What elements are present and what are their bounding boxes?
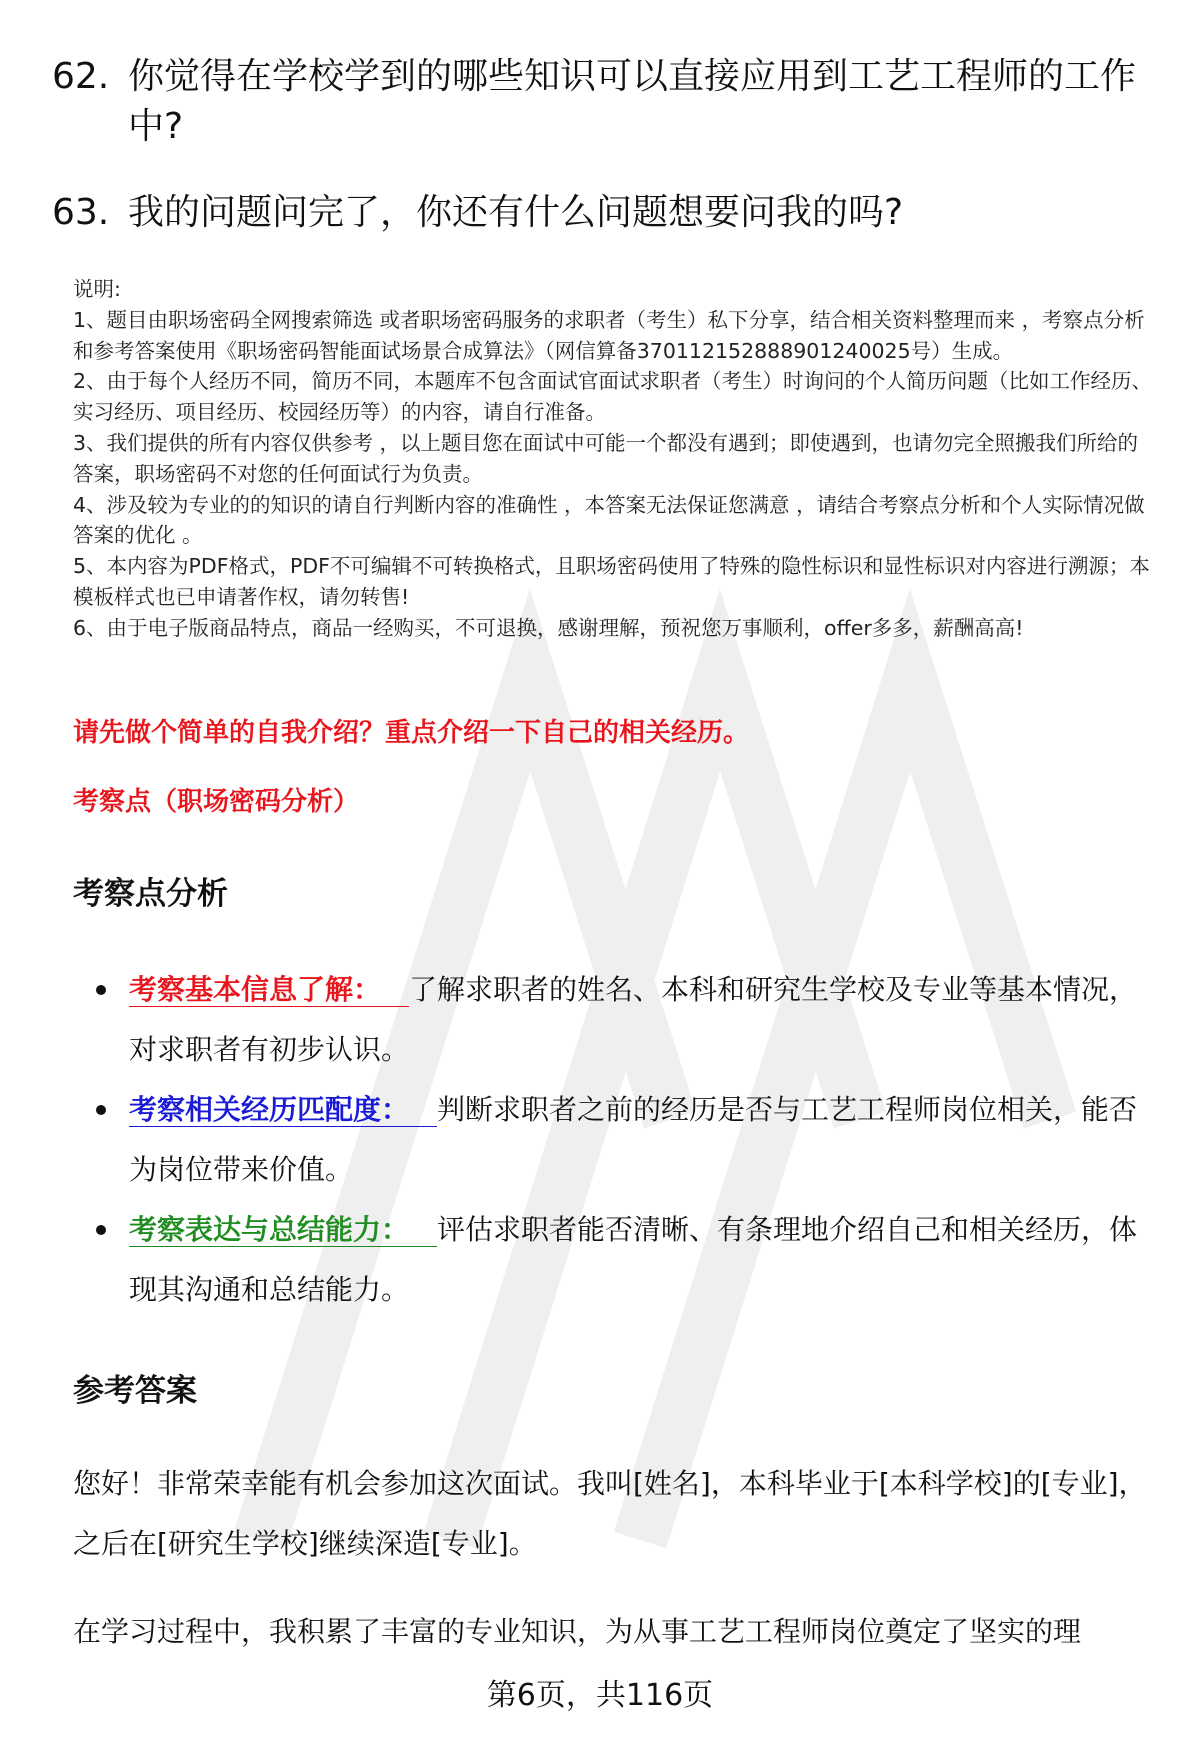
analysis-point-text: 判断求职者之前的经历是否与工艺工程师岗位相关，能否为岗位带来价值。 xyxy=(129,1093,1138,1186)
answer-paragraph xyxy=(73,1454,1158,1574)
note-item: 1、题目由职场密码全网搜索筛选 或者职场密码服务的求职者（考生）私下分享，结合相关资料整理而来 ，考察点分析和参考答案使用《职场密码智能面试场景合成算法》（网信算备370112152888901240025号）生成。 xyxy=(73,307,1145,363)
current-question-title: 请先做个简单的自我介绍？重点介绍一下自己的相关经历。 xyxy=(73,718,750,748)
note-item: 3、我们提供的所有内容仅供参考 ，以上题目您在面试中可能一个都没有遇到；即使遇到，也请勿完全照搬我们所给的答案，职场密码不对您的任何面试行为负责。 xyxy=(73,430,1139,486)
analysis-point-label: 考察表达与总结能力： xyxy=(129,1213,437,1247)
note-item: 4、涉及较为专业的的知识的请自行判断内容的准确性 ，本答案无法保证您满意 ，请结合考察点分析和个人实际情况做答案的优化 。 xyxy=(73,492,1145,548)
analysis-point-text: 了解求职者的姓名、本科和研究生学校及专业等基本情况，对求职者有初步认识。 xyxy=(129,973,1138,1066)
question-text: 我的问题问完了，你还有什么问题想要问我的吗? xyxy=(128,192,904,233)
disclaimer-notes xyxy=(73,274,1158,644)
analysis-label: 考察点（职场密码分析） xyxy=(73,787,360,817)
analysis-point xyxy=(96,1080,1156,1200)
note-item: 5、本内容为PDF格式，PDF不可编辑不可转换格式，且职场密码使用了特殊的隐性标识和显性标识对内容进行溯源；本模板样式也已申请著作权，请勿转售! xyxy=(73,554,1150,609)
analysis-points-list xyxy=(96,960,1156,1320)
question-number: 62. xyxy=(52,56,110,97)
bullet-icon xyxy=(96,1105,106,1115)
notes-title: 说明: xyxy=(73,277,121,301)
bullet-icon xyxy=(96,1225,106,1235)
answer-text: 在学习过程中，我积累了丰富的专业知识，为从事工艺工程师岗位奠定了坚实的理 xyxy=(73,1615,1082,1648)
page-number: 第6页，共116页 xyxy=(486,1678,714,1713)
answer-paragraph xyxy=(73,1602,1158,1662)
note-item: 6、由于电子版商品特点，商品一经购买，不可退换，感谢理解，预祝您万事顺利，offer多多，薪酬高高! xyxy=(73,615,1024,640)
analysis-point-text: 评估求职者能否清晰、有条理地介绍自己和相关经历，体现其沟通和总结能力。 xyxy=(129,1213,1138,1306)
answer-section-title: 参考答案 xyxy=(73,1373,197,1409)
analysis-section-title: 考察点分析 xyxy=(73,876,228,912)
analysis-point xyxy=(96,960,1156,1080)
analysis-point xyxy=(96,1200,1156,1320)
question-63 xyxy=(52,188,1152,238)
bullet-icon xyxy=(96,985,106,995)
question-number: 63. xyxy=(52,192,110,233)
analysis-point-label: 考察相关经历匹配度： xyxy=(129,1093,437,1127)
question-62 xyxy=(52,52,1152,147)
analysis-point-label: 考察基本信息了解： xyxy=(129,973,409,1007)
question-text: 你觉得在学校学到的哪些知识可以直接应用到工艺工程师的工作中? xyxy=(128,56,1137,147)
answer-text: 您好！非常荣幸能有机会参加这次面试。我叫[姓名]，本科毕业于[本科学校]的[专业]，之后在[研究生学校]继续深造[专业]。 xyxy=(73,1467,1147,1560)
note-item: 2、由于每个人经历不同，简历不同，本题库不包含面试官面试求职者（考生）时询问的个人简历问题（比如工作经历、实习经历、项目经历、校园经历等）的内容，请自行准备。 xyxy=(73,369,1153,425)
